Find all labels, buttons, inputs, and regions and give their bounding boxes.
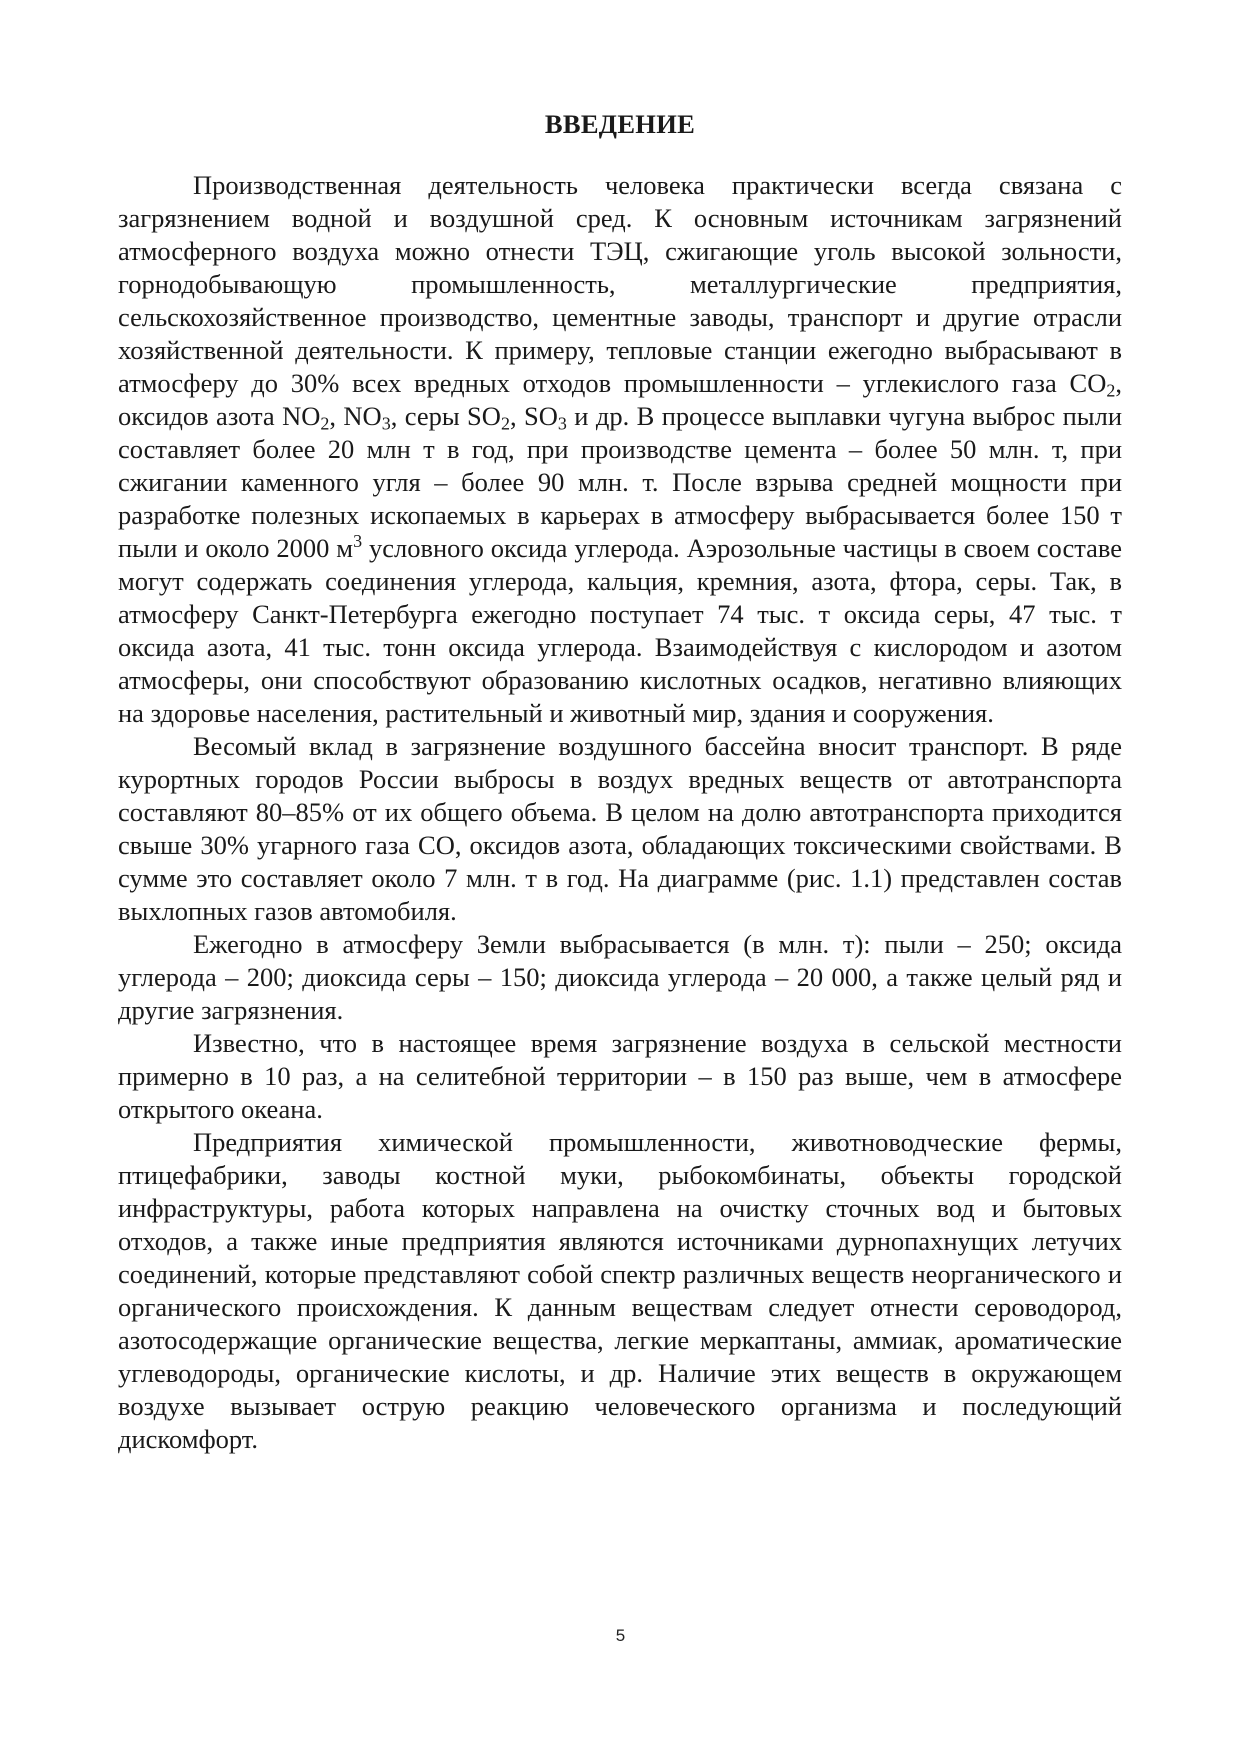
text-segment: и др. В процессе выплавки чугуна выброс пыли составляет более 20 млн т в год, при производстве цемента – более 50 млн. т, при сжигании каменного угля – более 90 млн. т. После взрыва средней мощности при разработке полезных ископаемых в карьерах в атмосферу выбрасывается более 150 т пыли и около 2000 м	[118, 401, 1122, 563]
paragraph	[118, 169, 1122, 730]
subscript: 2	[500, 413, 510, 434]
text-segment: Предприятия химической промышленности, животноводческие фермы, птицефабрики, заводы костной муки, рыбокомбинаты, объекты городской инфраструктуры, работа которых направлена на очистку сточных вод и бытовых отходов, а также иные предприятия являются источниками дурнопахнущих летучих соединений, которые представляют собой спектр различных веществ неорганического и органического происхождения. К данным веществам следует отнести сероводород, азотосодержащие органические вещества, легкие меркаптаны, аммиак, ароматические углеводороды, органические кислоты, и др. Наличие этих веществ в окружающем воздухе вызывает острую реакцию человеческого организма и последующий дискомфорт.	[118, 1127, 1122, 1454]
body-text	[118, 169, 1122, 1456]
text-segment: условного оксида углерода. Аэрозольные частицы в своем составе могут содержать соединения углерода, кальция, кремния, азота, фтора, серы. Так, в атмосферу Санкт-Петербурга ежегодно поступает 74 тыс. т оксида серы, 47 тыс. т оксида азота, 41 тыс. тонн оксида углерода. Взаимодействуя с кислородом и азотом атмосферы, они способствуют образованию кислотных осадков, негативно влияющих на здоровье населения, растительный и животный мир, здания и сооружения.	[118, 533, 1122, 728]
page-number: 5	[615, 1626, 626, 1645]
text-segment: , NO	[329, 401, 382, 431]
text-segment: Ежегодно в атмосферу Земли выбрасывается (в млн. т): пыли – 250; оксида углерода – 200; диоксида серы – 150; диоксида углерода – 20 000, а также целый ряд и другие загрязнения.	[118, 929, 1122, 1025]
paragraph	[118, 1126, 1122, 1456]
text-segment: Известно, что в настоящее время загрязнение воздуха в сельской местности примерно в 10 раз, а на селитебной территории – в 150 раз выше, чем в атмосфере открытого океана.	[118, 1028, 1122, 1124]
text-segment: Производственная деятельность человека практически всегда связана с загрязнением водной и воздушной сред. К основным источникам загрязнений атмосферного воздуха можно отнести ТЭЦ, сжигающие уголь высокой зольности, горнодобывающую промышленность, металлургические предприятия, сельскохозяйственное производство, цементные заводы, транспорт и другие отрасли хозяйственной деятельности. К примеру, тепловые станции ежегодно выбрасывают в атмосферу до 30% всех вредных отходов промышленности – углекислого газа CO	[118, 170, 1122, 398]
subscript: 2	[320, 413, 330, 434]
subscript: 3	[381, 413, 391, 434]
section-title: ВВЕДЕНИЕ	[544, 109, 696, 139]
page-content	[118, 108, 1122, 1456]
text-segment: Весомый вклад в загрязнение воздушного бассейна вносит транспорт. В ряде курортных городов России выбросы в воздух вредных веществ от автотранспорта составляют 80–85% от их общего объема. В целом на долю автотранспорта приходится свыше 30% угарного газа CO, оксидов азота, обладающих токсическими свойствами. В сумме это составляет около 7 млн. т в год. На диаграмме (рис. 1.1) представлен состав выхлопных газов автомобиля.	[118, 731, 1122, 926]
subscript: 3	[557, 413, 567, 434]
superscript: 3	[353, 531, 363, 552]
text-segment: , SO	[509, 401, 558, 431]
subscript: 2	[1106, 380, 1116, 401]
text-segment: , серы SO	[390, 401, 501, 431]
paragraph	[118, 730, 1122, 928]
paragraph	[118, 928, 1122, 1027]
text-segment: , оксидов азота NO	[118, 368, 1122, 431]
paragraph	[118, 1027, 1122, 1126]
